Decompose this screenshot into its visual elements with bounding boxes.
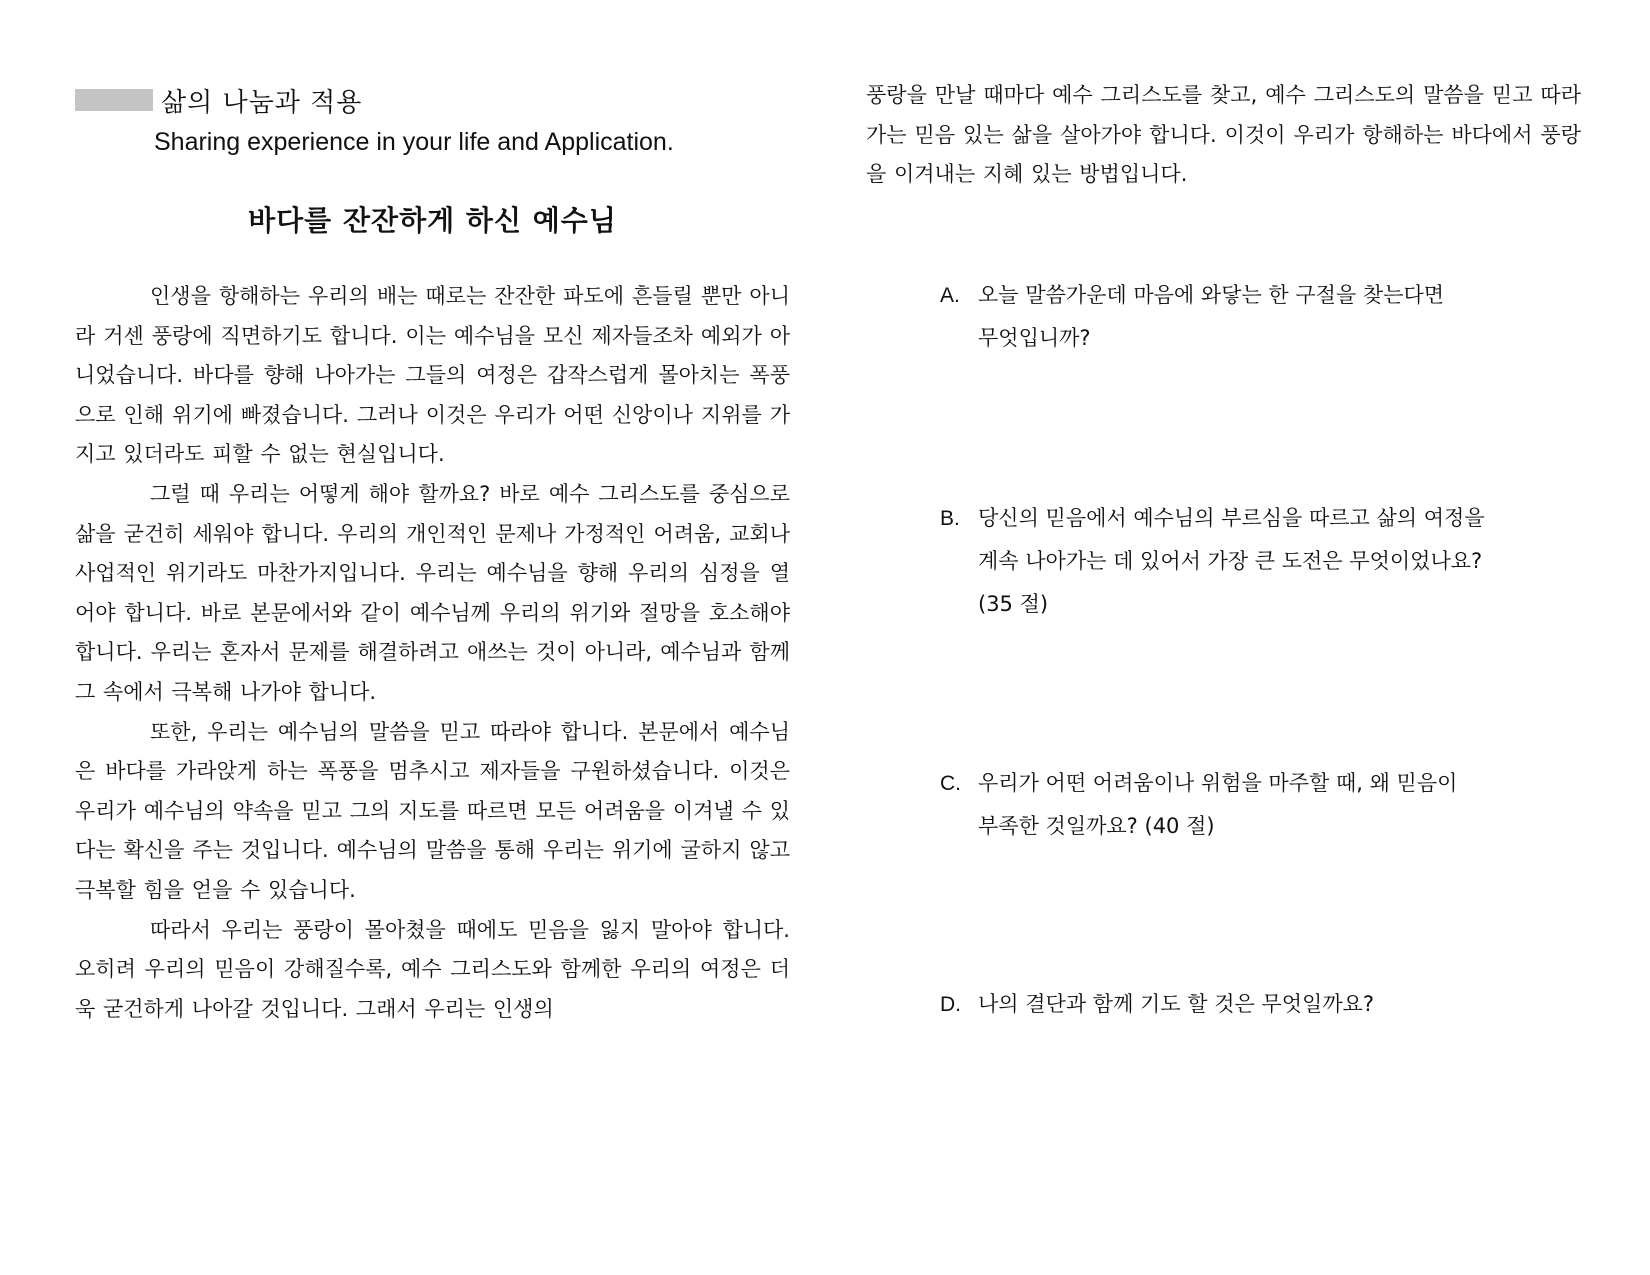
article-paragraph: 인생을 항해하는 우리의 배는 때로는 잔잔한 파도에 흔들릴 뿐만 아니라 거센 풍랑에 직면하기도 합니다. 이는 예수님을 모신 제자들조차 예외가 아니었습니다. 바다를 향해 나아가는 그들의 여정은 갑작스럽게 몰아치는 폭풍으로 인해 위기에 빠졌습니다. 그러나 이것은 우리가 어떤 신앙이나 지위를 가지고 있더라도 피할 수 없는 현실입니다. xyxy=(75,284,790,467)
article-continuation: 풍랑을 만날 때마다 예수 그리스도를 찾고, 예수 그리스도의 말씀을 믿고 따라가는 믿음 있는 삶을 살아가야 합니다. 이것이 우리가 항해하는 바다에서 풍랑을 이겨내는 지혜 있는 방법입니다. xyxy=(866,83,1581,187)
section-subtitle: Sharing experience in your life and Application. xyxy=(154,128,674,156)
section-marker-bar xyxy=(75,89,153,111)
question-d xyxy=(940,983,1560,1026)
question-line: 무엇입니까? xyxy=(978,326,1091,350)
question-line: 오늘 말씀가운데 마음에 와닿는 한 구절을 찾는다면 xyxy=(978,283,1445,307)
right-column xyxy=(866,76,1581,195)
question-a xyxy=(940,274,1560,360)
section-title: 삶의 나눔과 적용 xyxy=(161,87,363,118)
question-b xyxy=(940,497,1560,626)
article-paragraph: 그럴 때 우리는 어떻게 해야 할까요? 바로 예수 그리스도를 중심으로 삶을 굳건히 세워야 합니다. 우리의 개인적인 문제나 가정적인 어려움, 교회나 사업적인 위기라도 마찬가지입니다. 우리는 예수님을 향해 우리의 심정을 열어야 합니다. 바로 본문에서와 같이 예수님께 우리의 위기와 절망을 호소해야 합니다. 우리는 혼자서 문제를 해결하려고 애쓰는 것이 아니라, 예수님과 함께 그 속에서 극복해 나가야 합니다. xyxy=(75,481,790,704)
question-letter: C. xyxy=(940,772,961,795)
question-letter: D. xyxy=(940,993,961,1016)
question-c xyxy=(940,762,1560,848)
question-letter: B. xyxy=(940,507,960,530)
question-line: 부족한 것일까요? (40 절) xyxy=(978,814,1215,838)
question-line: 우리가 어떤 어려움이나 위험을 마주할 때, 왜 믿음이 xyxy=(978,771,1458,795)
question-line: 당신의 믿음에서 예수님의 부르심을 따르고 삶의 여정을 xyxy=(978,506,1485,530)
question-line: 나의 결단과 함께 기도 할 것은 무엇일까요? xyxy=(978,992,1375,1016)
section-header xyxy=(75,80,790,120)
article-paragraph: 따라서 우리는 풍랑이 몰아쳤을 때에도 믿음을 잃지 말아야 합니다. 오히려 우리의 믿음이 강해질수록, 예수 그리스도와 함께한 우리의 여정은 더욱 굳건하게 나아갈 것입니다. 그래서 우리는 인생의 xyxy=(75,917,790,1021)
article-title: 바다를 잔잔하게 하신 예수님 xyxy=(248,204,617,237)
question-line: 계속 나아가는 데 있어서 가장 큰 도전은 무엇이었나요? xyxy=(978,549,1483,573)
question-letter: A. xyxy=(940,284,960,307)
left-column xyxy=(75,80,790,1029)
question-line: (35 절) xyxy=(978,592,1049,616)
article-paragraph: 또한, 우리는 예수님의 말씀을 믿고 따라야 합니다. 본문에서 예수님은 바다를 가라앉게 하는 폭풍을 멈추시고 제자들을 구원하셨습니다. 이것은 우리가 예수님의 약속을 믿고 그의 지도를 따르면 모든 어려움을 이겨낼 수 있다는 확신을 주는 것입니다. 예수님의 말씀을 통해 우리는 위기에 굴하지 않고 극복할 힘을 얻을 수 있습니다. xyxy=(75,719,790,902)
